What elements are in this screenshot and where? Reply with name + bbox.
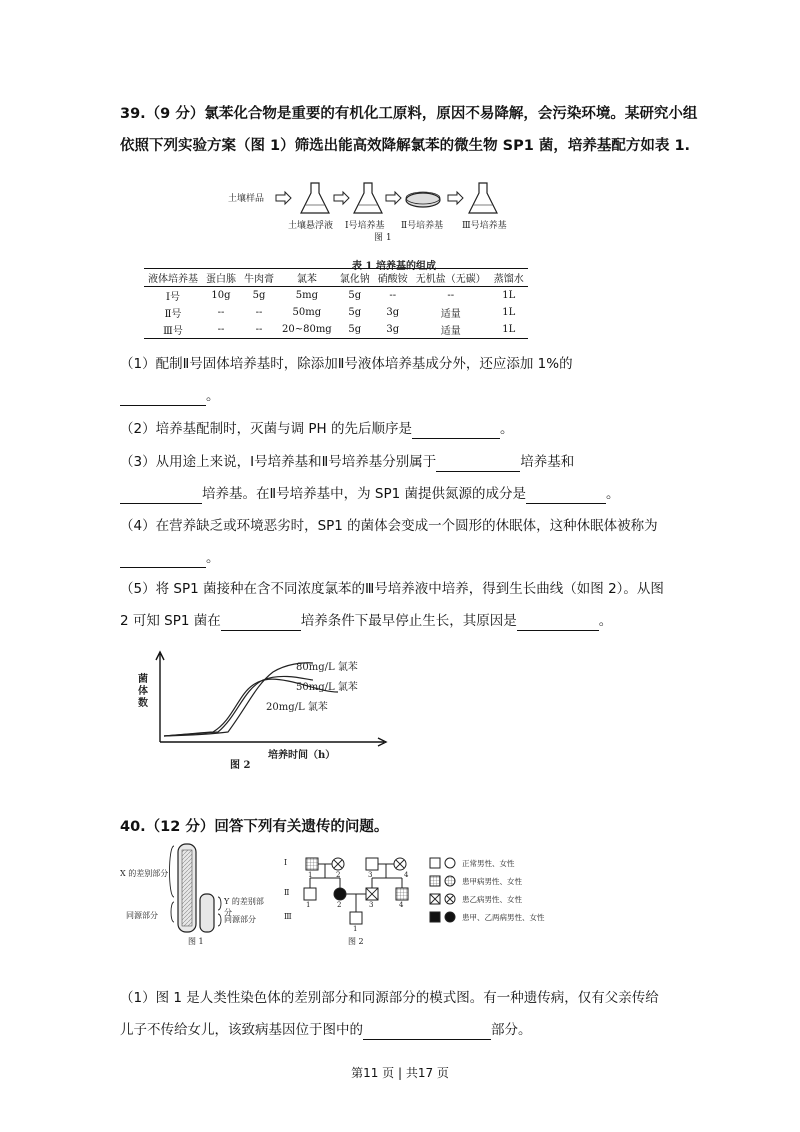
q39-sub3-end: 。: [606, 486, 620, 502]
q39-sub5-line1: [120, 579, 700, 599]
pedigree-number: 1: [306, 901, 311, 909]
legend-normal-female: [445, 858, 455, 868]
legend-label-both: 患甲、乙两病男性、女性: [462, 913, 545, 922]
q39-sub3-text-c: 培养基。在Ⅱ号培养基中，为 SP1 菌提供氮源的成分是: [202, 486, 527, 502]
table-cell: 3g: [386, 307, 400, 318]
answer-blank[interactable]: [412, 424, 500, 439]
gen-label-3: Ⅲ: [284, 912, 292, 921]
fig1-x-label: X 的差别部分: [120, 869, 169, 878]
q39-figure-2: [138, 650, 398, 770]
answer-blank[interactable]: [120, 391, 206, 406]
pedigree-male: [396, 888, 408, 900]
table1: [144, 268, 528, 339]
table-cell: 5g: [348, 307, 362, 318]
pedigree-male: [306, 858, 318, 870]
legend-jia-male: [430, 876, 440, 886]
q39-title: [120, 98, 740, 162]
fig2-series-label-20: 20mg/L 氯苯: [266, 702, 328, 713]
petri-dish-icon: [406, 193, 440, 207]
medium-composition-table: [144, 268, 528, 339]
table-row: [144, 304, 528, 321]
table-cell: Ⅱ号: [164, 309, 182, 320]
q39-sub3-text-b: 培养基和: [520, 454, 575, 470]
q39-sub4-end: 。: [206, 550, 220, 566]
q39-sub4-text: （4）在营养缺乏或环境恶劣时，SP1 的菌体会变成一个圆形的休眠体，这种休眠体被称为: [120, 518, 658, 534]
q40-figure-1: [120, 842, 270, 952]
table-cell: --: [217, 324, 225, 335]
pedigree-male: [350, 912, 362, 924]
fig2-series-label-50: 50mg/L 氯苯: [296, 682, 358, 693]
q39-sub1-end: 。: [206, 388, 220, 404]
q40-sub1-line1: [120, 988, 700, 1008]
legend-jia-female: [445, 876, 455, 886]
answer-blank[interactable]: [436, 457, 520, 472]
table-row: [144, 287, 528, 305]
q39-sub1: [120, 354, 680, 374]
table-cell: --: [389, 290, 397, 301]
table-cell: 适量: [440, 326, 461, 337]
table-cell: 5g: [348, 290, 362, 301]
q39-sub4-answer-line: [120, 548, 220, 568]
answer-blank[interactable]: [120, 489, 202, 504]
q40-sub1-text-a: （1）图 1 是人类性染色体的差别部分和同源部分的模式图。有一种遗传病，仅有父亲传给: [120, 990, 659, 1006]
fig2-series-label-80: 80mg/L 氯苯: [296, 662, 358, 673]
table-header-cell: 液体培养基: [148, 274, 198, 285]
q39-sub3-text-a: （3）从用途上来说，Ⅰ号培养基和Ⅱ号培养基分别属于: [120, 454, 437, 470]
table-cell: --: [255, 324, 263, 335]
table-cell: 10g: [211, 290, 231, 301]
gen-label-2: Ⅱ: [284, 888, 290, 897]
pedigree-number: 3: [368, 871, 373, 879]
q39-sub2-end: 。: [499, 421, 514, 437]
gen-label-1: Ⅰ: [284, 858, 288, 867]
table-cell: 50mg: [292, 307, 322, 318]
q39-sub5-text-b: 2 可知 SP1 菌在: [120, 613, 221, 629]
q39-sub5-end: 。: [598, 613, 613, 629]
q40-title: 40.（12 分）回答下列有关遗传的问题。: [120, 819, 389, 835]
q39-title-line2: 依照下列实验方案（图 1）筛选出能高效降解氯苯的微生物 SP1 菌，培养基配方如表 1.: [120, 138, 691, 154]
flask-icon: [469, 183, 497, 213]
q39-sub1-answer-line: [120, 386, 220, 406]
page-footer: [0, 1064, 800, 1081]
pedigree-male: [304, 888, 316, 900]
table-header-cell: 蒸馏水: [493, 274, 524, 285]
pedigree-number: 1: [353, 925, 358, 933]
table-header-cell: 硝酸铵: [377, 274, 408, 285]
table-cell: 1L: [502, 324, 516, 335]
answer-blank[interactable]: [363, 1025, 491, 1040]
q39-sub4: [120, 516, 700, 536]
table-header-cell: 牛肉膏: [244, 274, 274, 285]
table-cell: --: [255, 307, 263, 318]
table-cell: 1L: [502, 307, 516, 318]
table-header-cell: 蛋白胨: [206, 274, 236, 285]
q39-title-line1: 39.（9 分）氯苯化合物是重要的有机化工原料，原因不易降解，会污染环境。某研究小组: [120, 106, 698, 122]
q39-sub5-line2: [120, 611, 700, 631]
answer-blank[interactable]: [517, 616, 599, 631]
table-header-cell: 无机盐（无碳）: [415, 274, 486, 285]
fig1-caption: 图 1: [374, 233, 392, 243]
answer-blank[interactable]: [221, 616, 301, 631]
q40-sub1-line2: [120, 1020, 700, 1040]
q39-sub2-text: （2）培养基配制时，灭菌与调 PH 的先后顺序是: [120, 421, 412, 437]
table-cell: 3g: [386, 324, 400, 335]
table-row: [144, 321, 528, 339]
pedigree-number: 3: [369, 901, 374, 909]
q39-sub5-text-c: 培养条件下最早停止生长，其原因是: [300, 613, 517, 629]
pedigree-number: 2: [337, 901, 342, 909]
fig2-caption: 图 2: [348, 937, 364, 946]
answer-blank[interactable]: [526, 489, 606, 504]
answer-blank[interactable]: [120, 553, 206, 568]
fig2-caption: 图 2: [230, 760, 251, 771]
q40-figure-2: [280, 850, 560, 950]
page-number: 第11 页 | 共17 页: [351, 1066, 449, 1080]
table-cell: 5g: [252, 290, 266, 301]
fig1-y-label: Y 的差别部分: [224, 897, 264, 917]
table-cell: Ⅰ号: [166, 292, 180, 303]
pedigree-male: [366, 858, 378, 870]
q39-sub5-text-a: （5）将 SP1 菌接种在含不同浓度氯苯的Ⅲ号培养液中培养，得到生长曲线（如图 2）。从图: [120, 581, 664, 597]
legend-both-male: [430, 912, 440, 922]
fig2-ylabel: 菌体数: [138, 674, 148, 709]
fig1-flask-label-1: 土壤悬浮液: [288, 221, 334, 231]
pedigree-number: 4: [399, 901, 404, 909]
fig1-flask-label-4: Ⅲ号培养基: [462, 221, 507, 231]
table-cell: --: [447, 290, 455, 301]
table-cell: 5g: [348, 324, 362, 335]
q39-figure-1: [228, 178, 528, 248]
flask-icon: [354, 183, 382, 213]
table-cell: 20~80mg: [282, 324, 332, 335]
legend-label-jia: 患甲病男性、女性: [462, 877, 522, 886]
table-cell: 5mg: [295, 290, 318, 301]
table-header-row: [144, 269, 528, 287]
q39-sub3-line2: [120, 484, 700, 504]
table-cell: 适量: [440, 309, 461, 320]
legend-both-female: [445, 912, 455, 922]
fig1-flask-label-3: Ⅱ号培养基: [401, 221, 444, 231]
q40-sub1-text-c: 部分。: [491, 1022, 532, 1038]
pedigree-number: 2: [336, 871, 341, 879]
pedigree-number: 4: [404, 871, 409, 879]
legend-normal-male: [430, 858, 440, 868]
table-cell: --: [217, 307, 225, 318]
y-chromosome: [200, 894, 214, 932]
q40-sub1-text-b: 儿子不传给女儿，该致病基因位于图中的: [120, 1022, 363, 1038]
legend-label-yi: 患乙病男性、女性: [462, 895, 522, 904]
table-cell: Ⅲ号: [163, 326, 183, 337]
fig1-caption: 图 1: [188, 937, 204, 946]
q39-sub1-text: （1）配制Ⅱ号固体培养基时，除添加Ⅱ号液体培养基成分外，还应添加 1%的: [120, 356, 573, 372]
table1-caption-text: 表 1 培养基的组成: [352, 261, 436, 272]
q39-sub2: [120, 419, 513, 439]
fig1-flask-label-2: Ⅰ号培养基: [345, 221, 385, 231]
fig2-xlabel: 培养时间（h）: [268, 750, 336, 761]
table-cell: 1L: [502, 290, 516, 301]
legend-label-normal: 正常男性、女性: [462, 859, 515, 868]
pedigree-female: [334, 888, 346, 900]
fig1-start-label: 土壤样品: [228, 194, 265, 204]
fig1-homo-left: 同源部分: [126, 911, 158, 920]
q39-sub3-line1: [120, 452, 700, 472]
fig1-homo-right: 同源部分: [224, 915, 256, 924]
flask-icon: [301, 183, 329, 213]
pedigree-number: 1: [308, 871, 313, 879]
table-header-cell: 氯苯: [296, 274, 317, 285]
table-header-cell: 氯化钠: [339, 274, 370, 285]
